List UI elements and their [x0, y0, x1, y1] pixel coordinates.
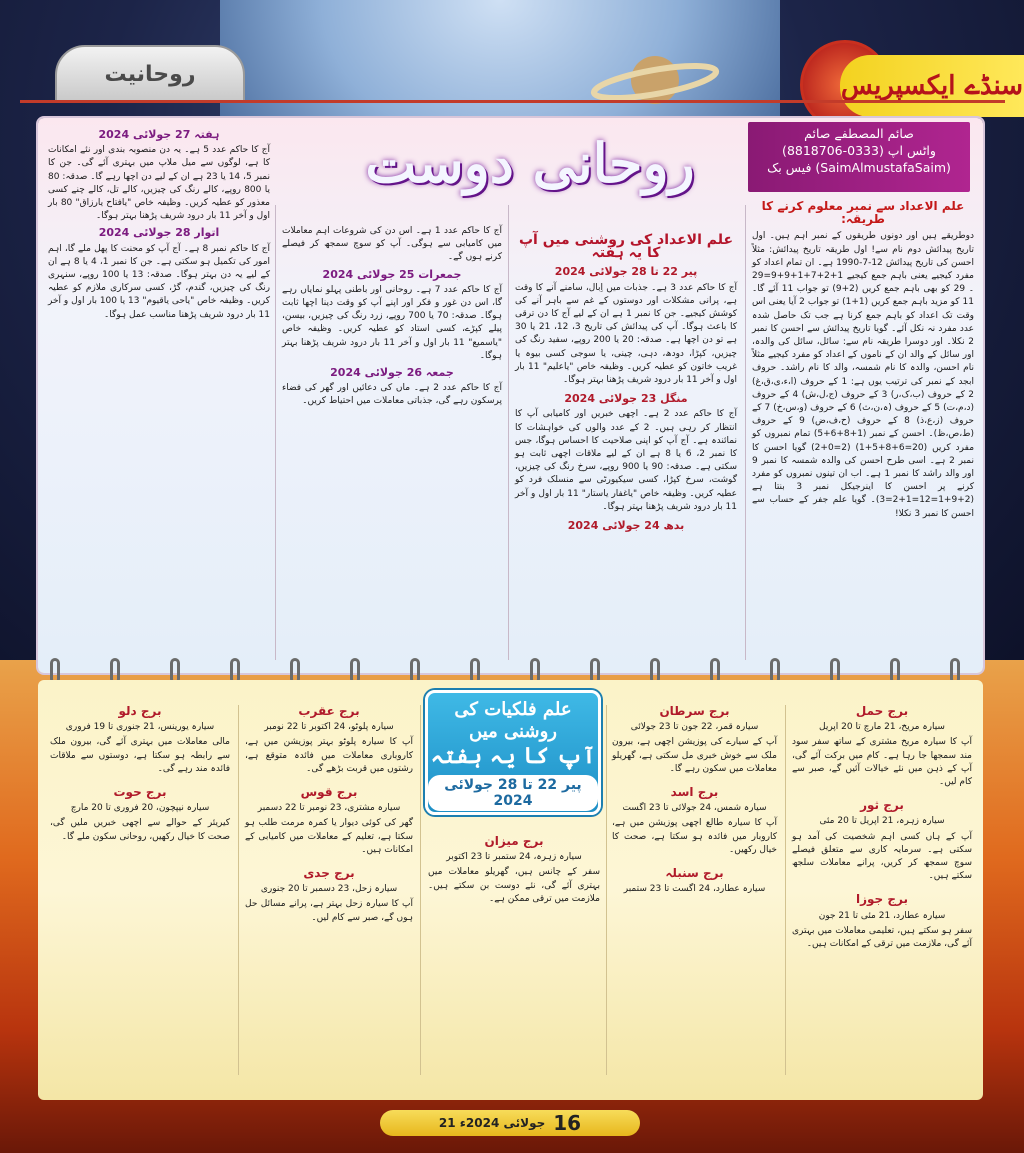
- sign-text: آپ کے سیارے کی پوزیشن اچھی ہے، بیرون ملک سے خوش خبری مل سکتی ہے، گھریلو معاملات میں سکون رہے گا۔: [612, 737, 777, 774]
- day-heading: اتوار 28 جولائی 2024: [98, 226, 220, 240]
- day-text: آج کا حاکم عدد 5 ہے۔ یہ دن منصوبہ بندی اور نئے امکانات کا ہے، لوگوں سے میل ملاپ میں بہتری آئے گی۔ جن کا نمبر 5، 14 یا 23 ہے ان کے لیے دن اچھا رہے گا۔ صدقہ: 80 یا 800 روپے، کالے رنگ کی چیزیں، کالے تل، کالے چنے کسی معذور کو عطیہ کریں۔ وظیفہ خاص "یافتاح یارزاق" 80 بار اول و آخر 11 بار درود شریف پڑھنا بہتر ہوگا۔: [48, 145, 271, 222]
- column-divider: [275, 205, 276, 660]
- sign-text: سفر کے چانس ہیں، گھریلو معاملات میں بہتری آئے گی، نئے دوست بن سکتے ہیں۔ ملازمت میں ترقی ممکن ہے۔: [428, 867, 600, 904]
- sign-text: سفر ہو سکتے ہیں، تعلیمی معاملات میں بہتری آئے گی، ملازمت میں ترقی کے امکانات ہیں۔: [792, 925, 972, 950]
- sign-date: سیارہ عطارد، 21 مئی تا 21 جون: [818, 910, 946, 921]
- feature-line-2: آپ کا یہ ہفتہ: [430, 743, 596, 769]
- day-heading: ہفتہ 27 جولائی 2024: [98, 128, 220, 141]
- day-heading: منگل 23 جولائی 2024: [564, 392, 688, 406]
- sign-date: سیارہ زہرہ، 24 ستمبر تا 23 اکتوبر: [446, 852, 582, 863]
- day-text: آج کا حاکم نمبر 8 ہے۔ آج آپ کو محنت کا پھل ملے گا، اہم امور کی تکمیل ہو سکتی ہے۔ جن کا نمبر 1، 4 یا 8 ہے ان کے لیے یہ دن بہتر ہوگا۔ صدقہ: 13 یا 100 روپے، سنہری رنگ کی چیزیں، گندم، گڑ، کسی سرکاری ملازم کو عطیہ کریں۔ وظیفہ خاص "یاحی یاقیوم" 13 یا 100 بار اول و آخر 11 بار درود شریف پڑھنا مناسب عمل ہوگا۔: [48, 243, 271, 320]
- sign-text: آپ کا سیارہ مریخ مشتری کے ساتھ سفر سود مند سمجھا جا رہا ہے۔ کام میں برکت آئے گی، آپ کے ذہن میں نئے خیالات آئیں گے، صبر سے کام لیں۔: [792, 737, 972, 788]
- signs-column-2: [612, 695, 777, 1095]
- weekly-column-3: [48, 125, 270, 660]
- sign-heading: برج جدی: [303, 866, 355, 881]
- day-text: آج کا حاکم عدد 2 ہے۔ ماں کی دعائیں اور گھر کی فضاء پرسکون رہے گی، جذباتی معاملات میں احتیاط کریں۔: [282, 383, 502, 407]
- sign-heading: برج جوزا: [856, 892, 908, 907]
- sign-date: سیارہ مشتری، 23 نومبر تا 22 دسمبر: [257, 803, 401, 814]
- sign-heading: برج اسد: [670, 785, 719, 800]
- column-divider: [785, 705, 786, 1075]
- sign-date: سیارہ پلوٹو، 24 اکتوبر تا 22 نومبر: [264, 722, 394, 733]
- column-divider: [745, 205, 746, 660]
- signs-column-1: [792, 695, 972, 1095]
- sign-text: آپ کا سیارہ زحل بہتر ہے، پرانے مسائل حل ہوں گے، صبر سے کام لیں۔: [245, 899, 413, 923]
- author-whatsapp: واٹس اپ (0333-8818706): [782, 143, 936, 158]
- sign-heading: برج سنبلہ: [665, 866, 724, 881]
- page-number: 16: [553, 1111, 582, 1135]
- sign-heading: برج دلو: [118, 704, 162, 718]
- day-heading: پیر 22 تا 28 جولائی 2024: [554, 265, 698, 279]
- top-rule: [20, 100, 1005, 120]
- day-text: آج کا حاکم عدد 1 ہے۔ اس دن کی شروعات اہم معاملات میں کامیابی سے ہوگی۔ آپ کو سوچ سمجھ کر فیصلے کرنے ہوں گے۔: [282, 226, 502, 263]
- feature-dates: پیر 22 تا 28 جولائی 2024: [428, 775, 598, 811]
- weekly-column-2: [282, 225, 502, 660]
- sign-heading: برج سرطان: [659, 704, 730, 718]
- day-heading: جمعرات 25 جولائی 2024: [322, 267, 462, 281]
- sign-heading: برج ثور: [860, 798, 904, 813]
- feature-line-1: علم فلکیات کی روشنی میں: [454, 699, 572, 742]
- sign-text: کیریئر کے حوالے سے اچھی خبریں ملیں گی، صحت کا خیال رکھیں، روحانی سکون ملے گا۔: [50, 818, 230, 842]
- sign-text: آپ کا سیارہ طالع اچھی پوزیشن میں ہے، کاروبار میں فائدہ ہو سکتا ہے، صحت کا خیال رکھیں۔: [612, 818, 777, 855]
- sign-date: سیارہ نیپچون، 20 فروری تا 20 مارچ: [70, 803, 210, 814]
- author-facebook: فیس بک (SaimAlmustafaSaim): [767, 160, 951, 175]
- column-divider: [420, 705, 421, 1075]
- sign-date: سیارہ مریخ، 21 مارچ تا 20 اپریل: [819, 722, 945, 733]
- sign-heading: برج قوس: [300, 785, 358, 800]
- day-text: آج کا حاکم عدد 2 ہے۔ اچھی خبریں اور کامیابی آپ کا انتظار کر رہی ہیں۔ 2 کے عدد والوں کی خواہشات کا نمائندہ ہے۔ آج آپ کو اپنی صلاحیت کا احساس ہوگا، جس کا نمبر 2، 6 یا 8 ہے ان کے لیے ملاقات اچھی ثابت ہو سکتی ہے۔ صدقہ: 90 یا 900 روپے، سرخ رنگ کی چیزیں، گوشت، سرخ کپڑا، کسی سیکیورٹی سے منسلک فرد کو عطیہ کریں۔ وظیفہ خاص "یاغفار یاستار" 11 بار اول و آخر 11 بار درود شریف پڑھنا بہتر ہوگا۔: [515, 409, 738, 512]
- sign-date: سیارہ عطارد، 24 اگست تا 23 ستمبر: [623, 884, 766, 895]
- sign-heading: برج عقرب: [298, 704, 360, 718]
- section-label: روحانیت: [55, 45, 245, 103]
- day-text: آج کا حاکم عدد 3 ہے۔ جذبات میں اِبال، سامنے آنے کا وقت ہے، پرانی مشکلات اور دوستوں کے غم سے باہر آنے کی کوشش کیجیے۔ جن کا نمبر 1 ہے ان کے لیے آج کا دن ترقی کا باعث ہوگا۔ آپ کی پیدائش کی تاریخ 3، 12، 21 یا 30 ہے تو دن اچھا ہے۔ صدقہ: 20 یا 200 روپے، سفید رنگ کی چیزیں، کپڑا، دودھ، دہی، چینی، یا سوجی کسی بیوہ یا غریب خاتون کو عطیہ کریں۔ وظیفہ خاص "یاعلیم" 11 بار اول و آخر 11 بار درود شریف پڑھنا بہتر ہوگا۔: [515, 282, 738, 386]
- sign-text: آپ کے ہاں کسی اہم شخصیت کی آمد ہو سکتی ہے۔ سرمایہ کاری سے متعلق فیصلے سوچ سمجھ کر کریں، پرانے معاملات سلجھ سکتے ہیں۔: [792, 831, 972, 882]
- sign-text: مالی معاملات میں بہتری آئے گی، بیرون ملک سے رابطہ ہو سکتا ہے، دوستوں سے ملاقات فائدہ مند رہے گی۔: [50, 737, 230, 774]
- method-body: دوطریقے ہیں اور دونوں طریقوں کے نمبر اہم ہیں۔ اول تاریخ پیدائش دوم نام سے! اول طریقہ تاریخ پیدائش: مثلاً احسن کی تاریخ پیدائش 12-7-1990 ہے۔ ان تمام اعداد کو مفرد کیجیے یعنی باہم جمع کیجیے 1+2+7+1+9+9=29 ۔ 29 کو بھی باہم جمع کریں (2+9) تو جواب 11 آئے گا۔ 11 کو مزید باہم جمع کریں (1+1) تو جواب 2 آیا یعنی اس وقت تک اعداد کو باہم جمع کرنا ہے جب تک حاصل شدہ عدد مفرد نہ نکل آئے۔ گویا تاریخ پیدائش سے احسن کا نمبر 2 نکلا۔ اور دوسرا طریقہ نام سے: سائل، سائل کی والدہ، اور سائل کے والد ان کے ناموں کے اعداد کو مفرد کیجیے مثلاً نام احسن، والدہ کا نام شمسہ، والد کا نام راشد۔ حروف ابجد کے نمبر کی ترتیب یوں ہے: 1 کے حروف (ا،ء،ی،ق،غ) 2 کے حروف (ب،ک،ر) 3 کے حروف (ج،ل،ش) 4 کے حروف (د،م،ت) 5 کے حروف (ہ،ن،ث) 6 کے حروف (و،س،خ) 7 کے حروف (ز،ع،ذ) 8 کے حروف (ح،ف،ض) 9 کے حروف (ط،ص،ظ)۔ احسن کے نمبر (1+8+6+5) تمام نمبروں کو مفرد کریں (20=6+8+5+1) (2=0+2) گویا احسن کا نمبر 2 ہے۔ اسی طرح احسن کی والدہ شمسہ کا نمبر 9 اور والد راشد کا نمبر 1 ہے۔ اب ان تینوں نمبروں کو مفرد کرنے پر احسن کا اینرجیکل نمبر 3 بنتا ہے (2+9+1=12=1+2=3)۔ گویا علم جفر کے حساب سے احسن کا نمبر 3 نکلا!: [752, 231, 975, 519]
- sign-date: سیارہ یورینس، 21 جنوری تا 19 فروری: [65, 722, 215, 733]
- author-name: صائم المصطفے صائم: [804, 126, 914, 141]
- sign-heading: برج حوت: [113, 785, 167, 800]
- day-heading: بدھ 24 جولائی 2024: [567, 519, 685, 533]
- sign-date: سیارہ زحل، 23 دسمبر تا 20 جنوری: [260, 884, 398, 895]
- feature-card: [425, 690, 601, 815]
- page-title: روحانی دوست: [365, 131, 695, 195]
- weekly-column-1: [515, 232, 737, 657]
- column-divider: [606, 705, 607, 1075]
- method-column: [752, 200, 974, 660]
- day-text: آج کا حاکم عدد 7 ہے۔ روحانی اور باطنی پہلو نمایاں رہے گا، اس دن غور و فکر اور اپنے آپ کو وقت دینا اچھا ثابت ہوگا۔ صدقہ: 70 یا 700 روپے، زرد رنگ کی چیزیں، بیسن، پیلے کپڑے، کسی استاد کو عطیہ کریں۔ وظیفہ خاص "یاسمیع" 11 بار اول و آخر 11 بار درود شریف پڑھنا بہتر ہوگا۔: [282, 284, 503, 361]
- brand-logo: سنڈے ایکسپریس: [840, 55, 1024, 117]
- sign-date: سیارہ زہرہ، 21 اپریل تا 20 مئی: [819, 816, 945, 827]
- signs-column-4: [245, 695, 413, 1095]
- author-box: [748, 122, 970, 192]
- page-footer: [380, 1110, 640, 1136]
- sign-date: سیارہ شمس، 24 جولائی تا 23 اگست: [622, 803, 767, 814]
- sign-date: سیارہ قمر، 22 جون تا 23 جولائی: [630, 722, 759, 733]
- weekly-heading: علم الاعداد کی روشنی میں آپ کا یہ ہفتہ: [518, 232, 734, 262]
- footer-date: 21 جولائی 2024ء: [438, 1116, 546, 1130]
- sign-text: آپ کا سیارہ پلوٹو بہتر پوزیشن میں ہے، کاروباری معاملات میں فائدہ متوقع ہے، رشتوں میں قربت بڑھے گی۔: [245, 737, 413, 774]
- column-divider: [508, 205, 509, 660]
- signs-column-5: [50, 695, 230, 1095]
- signs-column-3: [428, 825, 600, 1095]
- sign-heading: برج میزان: [484, 834, 544, 848]
- day-heading: جمعہ 26 جولائی 2024: [330, 366, 454, 380]
- sign-heading: برج حمل: [855, 704, 909, 718]
- column-divider: [238, 705, 239, 1075]
- method-heading: علم الاعداد سے نمبر معلوم کرنے کا طریقہ:: [761, 199, 965, 227]
- sign-text: گھر کی کوئی دیوار یا کمرہ مرمت طلب ہو سکتا ہے، تعلیم کے معاملات میں کامیابی کے امکانات ہیں۔: [245, 818, 413, 855]
